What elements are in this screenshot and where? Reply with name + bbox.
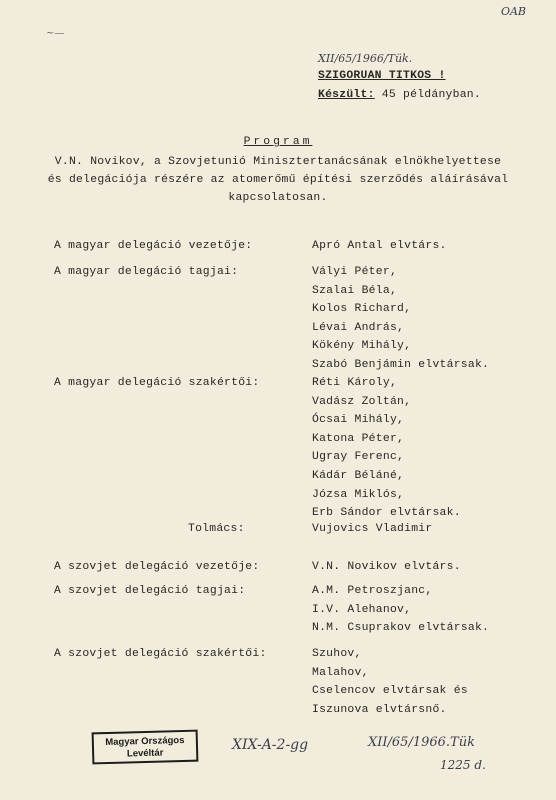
name-entry: Szuhov, (312, 648, 362, 660)
name-list (312, 240, 447, 259)
name-list (312, 585, 489, 641)
copies-line (318, 89, 481, 101)
section-label: A magyar delegáció vezetője: (54, 240, 253, 252)
classification-label: SZIGORUAN TITKOS ! (318, 70, 446, 82)
subtitle-line-3: kapcsolatosan. (228, 192, 328, 204)
section-label: A szovjet delegáció vezetője: (54, 561, 260, 573)
top-pen-mark: ~— (46, 28, 65, 39)
name-entry: Kökény Mihály, (312, 340, 412, 353)
name-list (312, 561, 461, 580)
name-entry: N.M. Csuprakov elvtársak. (312, 622, 490, 635)
copies-label: Készült: (318, 89, 375, 101)
handwritten-reference: XII/65/1966/Tük. (318, 52, 413, 65)
handwritten-number: 1225 d. (440, 758, 486, 772)
name-entry: A.M. Petroszjanc, (312, 585, 433, 597)
name-entry: Apró Antal elvtárs. (312, 240, 447, 252)
section-label: A magyar delegáció szakértői: (54, 377, 260, 389)
name-entry: Cselencov elvtársak és (312, 685, 468, 698)
document-title: Program (243, 136, 313, 148)
subtitle-line-1: V.N. Novikov, a Szovjetunió Minisztertanácsának elnökhelyettese (54, 156, 502, 168)
name-entry: Szalai Béla, (312, 284, 398, 297)
name-entry: Réti Károly, (312, 377, 398, 389)
archive-stamp (92, 730, 199, 765)
section-label: A magyar delegáció tagjai: (54, 266, 239, 278)
name-entry: Erb Sándor elvtársak. (312, 507, 461, 520)
handwritten-reference-bottom: XII/65/1966.Tük (368, 735, 475, 750)
name-entry: Iszunova elvtársnő. (312, 703, 447, 716)
name-list (312, 266, 489, 378)
name-entry: Vályi Péter, (312, 266, 398, 278)
subtitle-line-2: és delegációja részére az atomerőmű építési szerződés aláírásával (47, 174, 509, 186)
section-label: A szovjet delegáció szakértői: (54, 648, 267, 660)
name-entry: Ócsai Mihály, (312, 414, 405, 427)
name-list (312, 523, 432, 542)
corner-mark: OAB (500, 5, 526, 18)
name-entry: Szabó Benjámin elvtársak. (312, 358, 490, 371)
name-entry: Vujovics Vladimir (312, 523, 433, 535)
name-entry: Vadász Zoltán, (312, 395, 412, 408)
copies-text: 45 példányban. (381, 89, 481, 101)
name-entry: Józsa Miklós, (312, 488, 405, 501)
handwritten-call-number: XIX-A-2-gg (232, 737, 309, 753)
stamp-line-1: Magyar Országos (105, 734, 185, 749)
name-list (312, 377, 461, 526)
name-entry: Lévai András, (312, 321, 405, 334)
name-entry: Katona Péter, (312, 432, 405, 445)
name-entry: I.V. Alehanov, (312, 603, 412, 616)
name-entry: Kádár Béláné, (312, 469, 405, 482)
section-label: A szovjet delegáció tagjai: (54, 585, 246, 597)
name-entry: Kolos Richard, (312, 303, 412, 316)
stamp-line-2: Levéltár (126, 747, 164, 760)
name-entry: Ugray Ferenc, (312, 451, 405, 464)
name-entry: Malahov, (312, 666, 369, 679)
name-entry: V.N. Novikov elvtárs. (312, 561, 461, 573)
section-label: Tolmács: (188, 523, 245, 535)
name-list (312, 648, 468, 722)
